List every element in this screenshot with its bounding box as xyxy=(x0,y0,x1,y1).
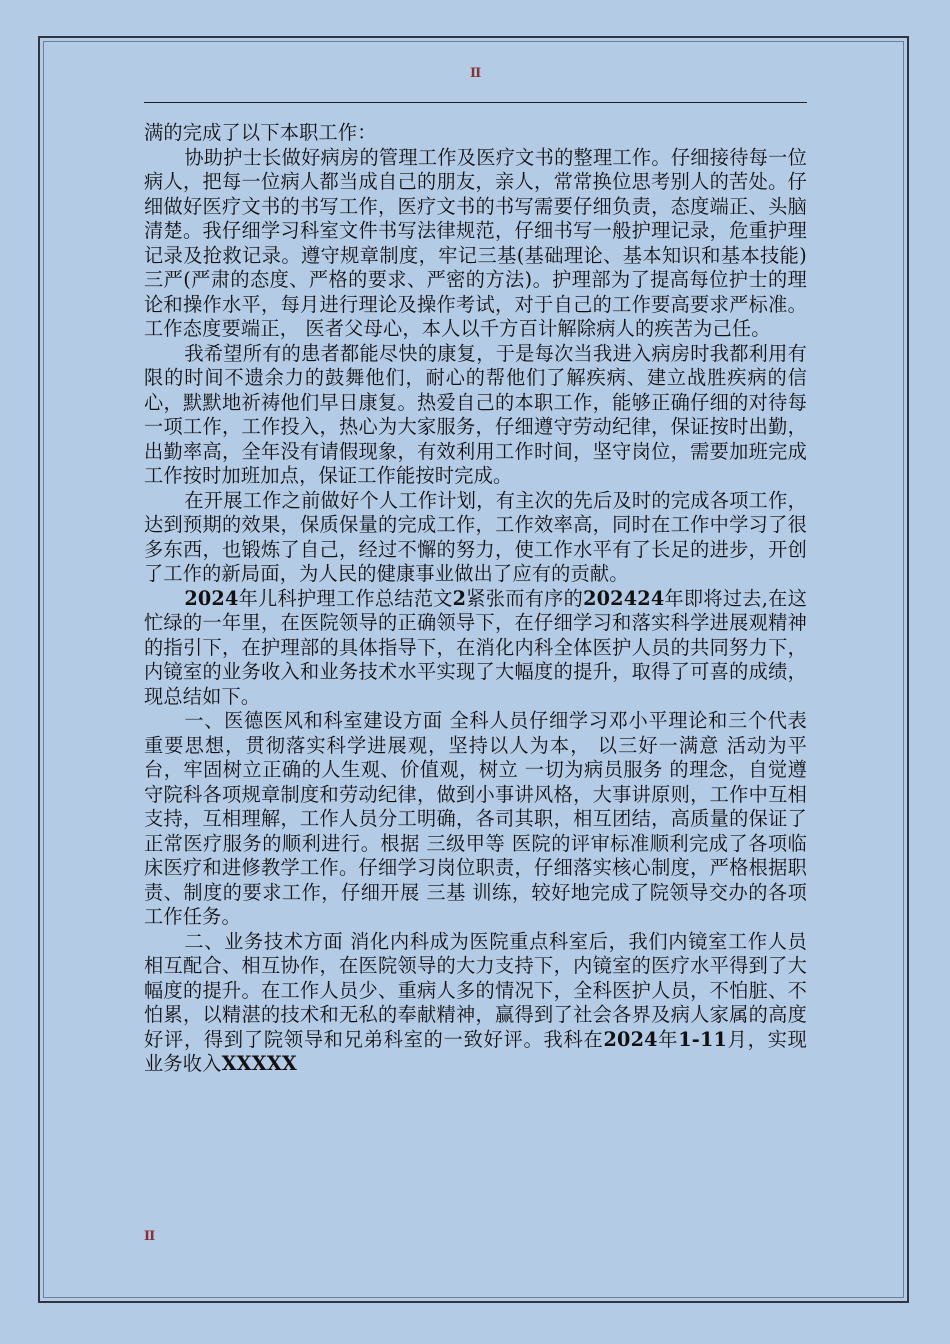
footer-mark: II xyxy=(144,1229,155,1244)
year-text: 2024 xyxy=(603,1027,658,1051)
paragraph: 协助护士长做好病房的管理工作及医疗文书的整理工作。仔细接待每一位病人，把每一位病人都当成自己的朋友，亲人，常常换位思考别人的苦处。仔细做好医疗文书的书写工作，医疗文书的书写需要仔细负责，态度端正、头脑清楚。我仔细学习科室文件书写法律规范，仔细书写一般护理记录，危重护理记录及抢救记录。遵守规章制度，牢记三基(基础理论、基本知识和基本技能)三严(严肃的态度、严格的要求、严密的方法)。护理部为了提高每位护士的理论和操作水平，每月进行理论及操作考试，对于自己的工作要高要求严标准。工作态度要端正， 医者父母心，本人以千方百计解除病人的疾苦为己任。 xyxy=(144,145,807,340)
paragraph-continuation: 满的完成了以下本职工作： xyxy=(144,121,377,144)
paragraph-text: 二、业务技术方面 消化内科成为医院重点科室后，我们内镜室工作人员相互配合、相互协作，在医院领导的大力支持下，内镜室的医疗水平得到了大幅度的提升。在工作人员少、重病人多的情况下，全科医护人员，不怕脏、不怕累，以精湛的技术和无私的奉献精神，赢得到了社会各界及病人家属的高度好评，得到了院领导和兄弟科室的一致好评。我科在 xyxy=(144,929,807,1051)
article-number-text: 2 xyxy=(452,586,467,610)
paragraph-article-heading xyxy=(144,587,807,710)
article-title-text: 年儿科护理工作总结范文 xyxy=(238,586,453,610)
year-text: 2024 xyxy=(184,586,239,610)
paragraph: 在开展工作之前做好个人工作计划，有主次的先后及时的完成各项工作，达到预期的效果，保质保量的完成工作，工作效率高，同时在工作中学习了很多东西，也锻炼了自己，经过不懈的努力，使工作水平有了长足的进步，开创了工作的新局面，为人民的健康事业做出了应有的贡献。 xyxy=(144,488,807,585)
document-body xyxy=(144,121,807,1077)
paragraph-text: 紧张而有序的 xyxy=(466,586,584,610)
paragraph-text: 年 xyxy=(657,1027,679,1051)
paragraph: 一、医德医风和科室建设方面 全科人员仔细学习邓小平理论和三个代表 重要思想，贯彻落实科学进展观，坚持以人为本， 以三好一满意 活动为平台，牢固树立正确的人生观、价值观，树立 一切为病员服务 的理念，自觉遵守院科各项规章制度和劳动纪律，做到小事讲风格，大事讲原则，工作中互相支持，互相理解，工作人员分工明确，各司其职，相互团结，高质量的保证了正常医疗服务的顺利进行。根据 三级甲等 医院的评审标准顺利完成了各项临床医疗和进修教学工作。仔细学习岗位职责，仔细落实核心制度，严格根据职责、制度的要求工作，仔细开展 三基 训练，较好地完成了院领导交办的各项工作任务。 xyxy=(144,709,807,928)
month-range-text: 1-11 xyxy=(678,1027,728,1051)
revenue-placeholder-text: XXXXX xyxy=(221,1052,297,1075)
header-rule xyxy=(144,102,807,103)
paragraph-text: 年即将过去,在这忙绿的一年里，在医院领导的正确领导下，在仔细学习和落实科学进展观精神的指引下，在护理部的具体指导下，在消化内科全体医护人员的共同努力下，内镜室的业务收入和业务技术水平实现了大幅度的提升，取得了可喜的成绩，现总结如下。 xyxy=(144,586,807,708)
paragraph: 我希望所有的患者都能尽快的康复，于是每次当我进入病房时我都利用有限的时间不遗余力的鼓舞他们，耐心的帮他们了解疾病、建立战胜疾病的信心，默默地祈祷他们早日康复。热爱自己的本职工作，能够正确仔细的对待每一项工作，工作投入，热心为大家服务，仔细遵守劳动纪律，保证按时出勤，出勤率高，全年没有请假现象，有效利用工作时间，坚守岗位，需要加班完成工作按时加班加点，保证工作能按时完成。 xyxy=(144,341,807,487)
paragraph-text: 月，实现业务收入 xyxy=(144,1027,807,1075)
year-text: 202424 xyxy=(583,586,665,610)
paragraph xyxy=(144,930,807,1077)
header-mark: II xyxy=(470,66,481,81)
